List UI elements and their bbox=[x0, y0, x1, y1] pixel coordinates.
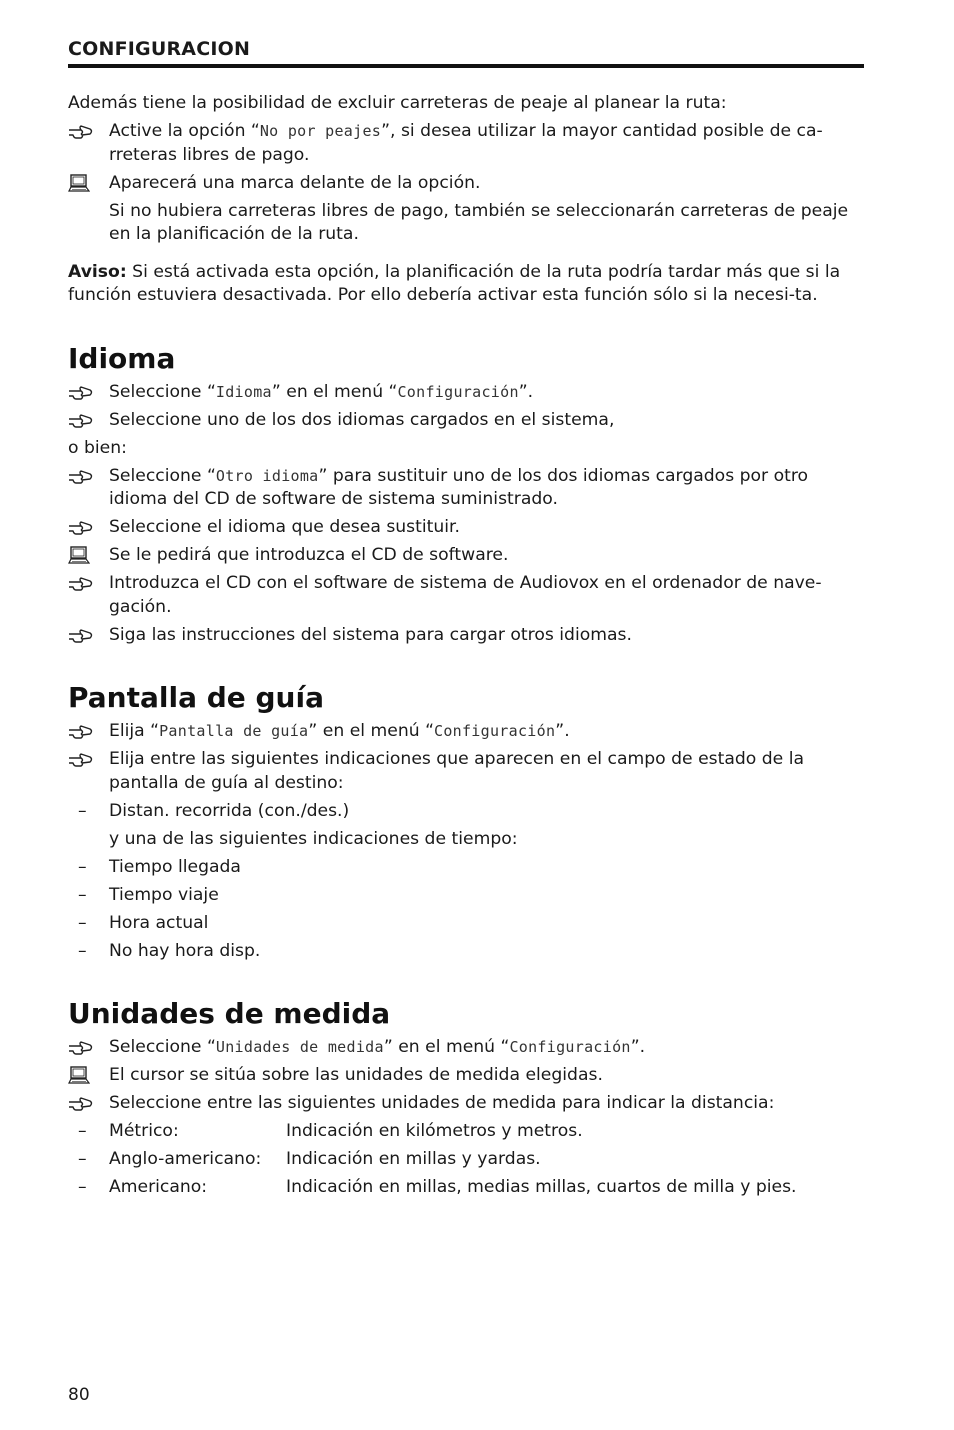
section-title: Unidades de medida bbox=[68, 997, 391, 1030]
step-item bbox=[68, 720, 864, 744]
unit-description: Indicación en kilómetros y metros. bbox=[286, 1121, 583, 1141]
pointing-hand-icon bbox=[68, 721, 96, 743]
pointing-hand-icon bbox=[68, 410, 96, 432]
notice bbox=[68, 261, 864, 308]
menu-option: Idioma bbox=[215, 382, 272, 401]
pointing-hand-icon bbox=[68, 573, 96, 595]
page-content bbox=[68, 92, 864, 1204]
unit-name: Métrico: bbox=[109, 1121, 179, 1141]
step-text: Seleccione “ bbox=[109, 465, 216, 486]
result-note: Si no hubiera carreteras libres de pago, también se seleccionarán carreteras de peaje en la planificación de la ruta. bbox=[109, 200, 849, 244]
step-item bbox=[68, 1092, 864, 1116]
list-item bbox=[68, 800, 864, 824]
step-text: ” en el menú “ bbox=[271, 381, 398, 402]
monitor-icon bbox=[68, 1065, 96, 1087]
list-item bbox=[68, 912, 864, 936]
section-title: Pantalla de guía bbox=[68, 681, 324, 714]
list-item bbox=[68, 940, 864, 964]
step-text: Introduzca el CD con el software de sistema de Audiovox en el ordenador de nave-gación. bbox=[109, 573, 822, 617]
unit-row bbox=[68, 1120, 864, 1144]
dash-bullet: – bbox=[78, 1149, 87, 1169]
dash-bullet: – bbox=[78, 1121, 87, 1141]
list-item bbox=[68, 856, 864, 880]
result-text: Aparecerá una marca delante de la opción. bbox=[109, 172, 481, 193]
menu-name: Configuración bbox=[433, 722, 556, 740]
list-item-text: Hora actual bbox=[109, 912, 209, 933]
pointing-hand-icon bbox=[68, 625, 96, 647]
step-item bbox=[68, 624, 864, 648]
step-item bbox=[68, 465, 864, 512]
monitor-icon bbox=[68, 173, 96, 195]
list-note: y una de las siguientes indicaciones de tiempo: bbox=[109, 828, 518, 849]
dash-bullet: – bbox=[78, 940, 87, 961]
intro-lead: Además tiene la posibilidad de excluir carreteras de peaje al planear la ruta: bbox=[68, 93, 727, 113]
unit-description: Indicación en millas, medias millas, cuartos de milla y pies. bbox=[286, 1177, 797, 1197]
step-item bbox=[68, 748, 864, 795]
step-text: Siga las instrucciones del sistema para cargar otros idiomas. bbox=[109, 624, 632, 645]
unit-description: Indicación en millas y yardas. bbox=[286, 1149, 541, 1169]
step-text: ” en el menú “ bbox=[308, 721, 434, 741]
menu-name: Configuración bbox=[397, 382, 519, 401]
pointing-hand-icon bbox=[68, 517, 96, 539]
unit-row bbox=[68, 1176, 864, 1200]
menu-option: Pantalla de guía bbox=[159, 722, 309, 740]
section-header: CONFIGURACION bbox=[68, 38, 864, 68]
step-item bbox=[68, 381, 864, 405]
step-text: Elija “ bbox=[109, 721, 160, 741]
step-text: Active la opción “ bbox=[109, 121, 260, 141]
unit-name: Americano: bbox=[109, 1177, 208, 1197]
section-unidades-de-medida bbox=[68, 997, 864, 1200]
pointing-hand-icon bbox=[68, 121, 96, 143]
menu-option: No por peajes bbox=[259, 122, 382, 140]
step-text: ”. bbox=[630, 1037, 646, 1057]
step-text: Seleccione el idioma que desea sustituir. bbox=[109, 517, 461, 537]
step-text: Elija entre las siguientes indicaciones que aparecen en el campo de estado de la pantalla de guía al destino: bbox=[109, 749, 805, 793]
step-text: Seleccione “ bbox=[109, 381, 216, 402]
result-item bbox=[68, 1064, 864, 1088]
list-item bbox=[68, 884, 864, 908]
step-item bbox=[68, 572, 864, 619]
pointing-hand-icon bbox=[68, 382, 96, 404]
unit-row bbox=[68, 1148, 864, 1172]
step-item bbox=[68, 120, 864, 167]
result-text: El cursor se sitúa sobre las unidades de medida elegidas. bbox=[109, 1065, 603, 1085]
dash-bullet: – bbox=[78, 1177, 87, 1197]
menu-option: Otro idioma bbox=[215, 466, 319, 485]
dash-bullet: – bbox=[78, 912, 87, 933]
menu-name: Configuración bbox=[509, 1038, 631, 1056]
pointing-hand-icon bbox=[68, 466, 96, 488]
section-idioma bbox=[68, 342, 864, 648]
step-text: Seleccione uno de los dos idiomas cargados en el sistema, bbox=[109, 409, 615, 430]
step-item bbox=[68, 409, 864, 433]
list-item-text: Tiempo viaje bbox=[109, 884, 219, 905]
result-text: Se le pedirá que introduzca el CD de software. bbox=[109, 545, 509, 565]
pointing-hand-icon bbox=[68, 1037, 96, 1059]
step-text: ”. bbox=[518, 381, 534, 402]
list-item-text: Distan. recorrida (con./des.) bbox=[109, 800, 350, 821]
menu-option: Unidades de medida bbox=[215, 1038, 384, 1056]
pointing-hand-icon bbox=[68, 1093, 96, 1115]
notice-text: Si está activada esta opción, la planificación de la ruta podría tardar más que si la función estuviera desactivada. Por ello debería activar esta función sólo si la necesi-ta. bbox=[68, 261, 841, 305]
result-item bbox=[68, 544, 864, 568]
list-item-text: Tiempo llegada bbox=[109, 856, 241, 877]
dash-bullet: – bbox=[78, 856, 87, 877]
step-item bbox=[68, 516, 864, 540]
page-number: 80 bbox=[68, 1385, 90, 1405]
section-title: Idioma bbox=[68, 341, 176, 375]
step-text: ” en el menú “ bbox=[383, 1037, 510, 1057]
step-text: Seleccione “ bbox=[109, 1037, 216, 1057]
result-item bbox=[68, 172, 864, 196]
step-text: ” para sustituir uno de los dos idiomas cargados por otro idioma del CD de software de sistema suministrado. bbox=[109, 465, 809, 509]
step-text: Seleccione entre las siguientes unidades de medida para indicar la distancia: bbox=[109, 1093, 775, 1113]
unit-name: Anglo-americano: bbox=[109, 1149, 262, 1169]
or-text: o bien: bbox=[68, 437, 127, 458]
step-text: ”. bbox=[555, 721, 570, 741]
notice-label: Aviso: bbox=[68, 261, 127, 282]
step-item bbox=[68, 1036, 864, 1060]
step-text: ”, si desea utilizar la mayor cantidad posible de ca-rreteras libres de pago. bbox=[109, 121, 823, 165]
dash-bullet: – bbox=[78, 884, 87, 905]
dash-bullet: – bbox=[78, 800, 87, 821]
pointing-hand-icon bbox=[68, 749, 96, 771]
monitor-icon bbox=[68, 545, 96, 567]
list-item-text: No hay hora disp. bbox=[109, 940, 261, 961]
section-pantalla-de-guia bbox=[68, 681, 864, 963]
